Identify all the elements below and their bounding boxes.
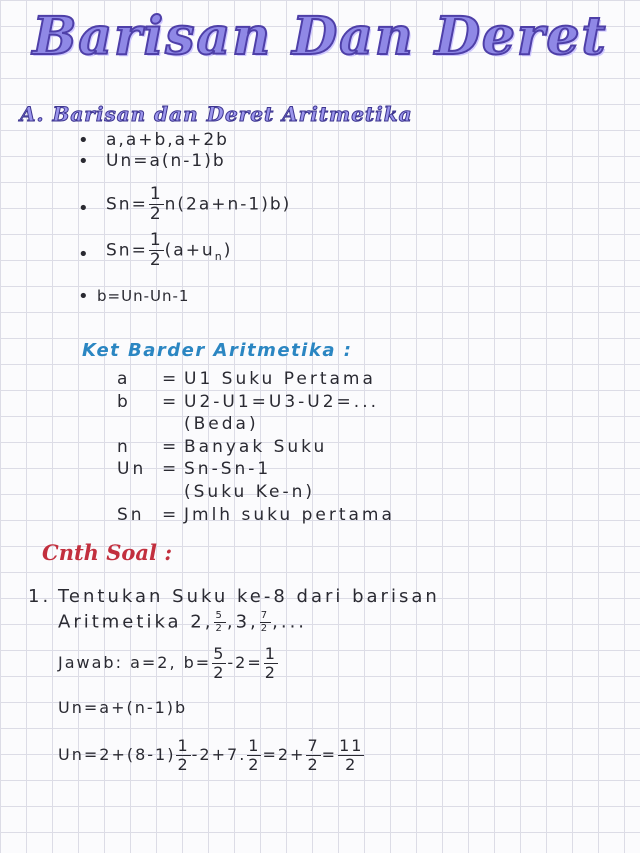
answer-text: = xyxy=(321,745,338,764)
numerator: 5 xyxy=(213,644,226,663)
bullet: • xyxy=(78,198,89,219)
fraction xyxy=(264,646,278,681)
question-line-1: Tentukan Suku ke-8 dari barisan xyxy=(58,586,440,607)
ket-symbol: a xyxy=(117,369,131,389)
answer-text: a=2, xyxy=(130,653,177,672)
denominator: 2 xyxy=(215,623,225,634)
bullet: • xyxy=(78,286,89,307)
question-number: 1. xyxy=(28,586,52,607)
numerator: 7 xyxy=(307,736,320,755)
formula-text: ) xyxy=(223,240,233,261)
fraction xyxy=(338,738,364,773)
numerator: 1 xyxy=(149,184,163,204)
formula-b: b=Un-Un-1 xyxy=(97,287,190,305)
jawab-label: Jawab: xyxy=(58,653,123,672)
formula-text: n(2a+n-1)b) xyxy=(164,194,292,215)
question-text: Aritmetika 2, xyxy=(58,611,214,633)
ket-symbol: Sn xyxy=(117,504,145,525)
question-line-2 xyxy=(58,611,307,634)
ket-description: Sn-Sn-1 xyxy=(184,459,272,480)
formula-sn-2 xyxy=(106,232,232,269)
ket-description: U1 Suku Pertama xyxy=(184,369,376,389)
fraction xyxy=(149,232,164,269)
denominator: 2 xyxy=(260,623,271,634)
formula-text: (a+u xyxy=(164,240,215,261)
denominator: 2 xyxy=(149,204,163,224)
numerator: 1 xyxy=(149,230,163,250)
ket-symbol: b xyxy=(117,391,131,412)
ket-description: Banyak Suku xyxy=(184,436,328,457)
ket-symbol: Un xyxy=(117,459,147,480)
section-heading-aritmetika: A. Barisan dan Deret Aritmetika xyxy=(20,102,413,126)
un-formula: Un=a+(n-1)b xyxy=(58,698,188,717)
ket-equals: = xyxy=(162,369,180,389)
formula-text: Sn= xyxy=(106,194,148,215)
ket-description: (Suku Ke-n) xyxy=(184,482,315,502)
denominator: 2 xyxy=(149,250,163,270)
fraction xyxy=(247,738,261,773)
un-calculation xyxy=(58,738,365,773)
numerator: 1 xyxy=(264,644,277,663)
answer-text: =2+ xyxy=(262,745,306,764)
denominator: 2 xyxy=(177,755,190,774)
fraction xyxy=(306,738,320,773)
answer-text: -2= xyxy=(227,653,263,672)
jawab-line xyxy=(58,646,279,681)
answer-text: -2+7. xyxy=(191,745,247,764)
denominator: 2 xyxy=(264,663,277,682)
ket-equals: = xyxy=(162,459,180,480)
numerator: 7 xyxy=(260,610,271,621)
ket-equals: = xyxy=(162,391,180,412)
formula-sn-1 xyxy=(106,186,291,223)
formula-text: Sn= xyxy=(106,240,148,261)
bullet: • xyxy=(78,130,89,151)
subscript: n xyxy=(214,249,224,263)
answer-text: Un=2+(8-1) xyxy=(58,745,176,764)
ket-heading: Ket Barder Aritmetika : xyxy=(82,340,353,361)
ket-description: (Beda) xyxy=(184,414,259,435)
ket-equals: = xyxy=(162,504,180,525)
fraction xyxy=(176,738,190,773)
denominator: 2 xyxy=(248,755,261,774)
contoh-soal-heading: Cnth Soal : xyxy=(42,540,173,565)
denominator: 2 xyxy=(307,755,320,774)
denominator: 2 xyxy=(345,755,358,774)
numerator: 5 xyxy=(215,610,225,621)
bullet: • xyxy=(78,244,89,265)
formula-un: Un=a(n-1)b xyxy=(106,151,226,171)
numerator: 1 xyxy=(177,736,190,755)
fraction xyxy=(149,186,164,223)
numerator: 11 xyxy=(339,736,364,755)
fraction xyxy=(212,646,226,681)
ket-symbol: n xyxy=(117,436,131,457)
bullet: • xyxy=(78,151,89,172)
numerator: 1 xyxy=(248,736,261,755)
denominator: 2 xyxy=(213,663,226,682)
fraction xyxy=(260,611,271,634)
answer-text: b= xyxy=(183,653,212,672)
fraction xyxy=(214,611,225,634)
ket-equals: = xyxy=(162,436,180,457)
ket-description: Jmlh suku pertama xyxy=(184,504,395,525)
page-title: Barisan Dan Deret xyxy=(32,6,608,67)
ket-description: U2-U1=U3-U2=... xyxy=(184,391,380,412)
question-text: ,... xyxy=(272,611,308,633)
question-text: ,3, xyxy=(226,611,259,633)
formula-sequence: a,a+b,a+2b xyxy=(106,130,229,150)
